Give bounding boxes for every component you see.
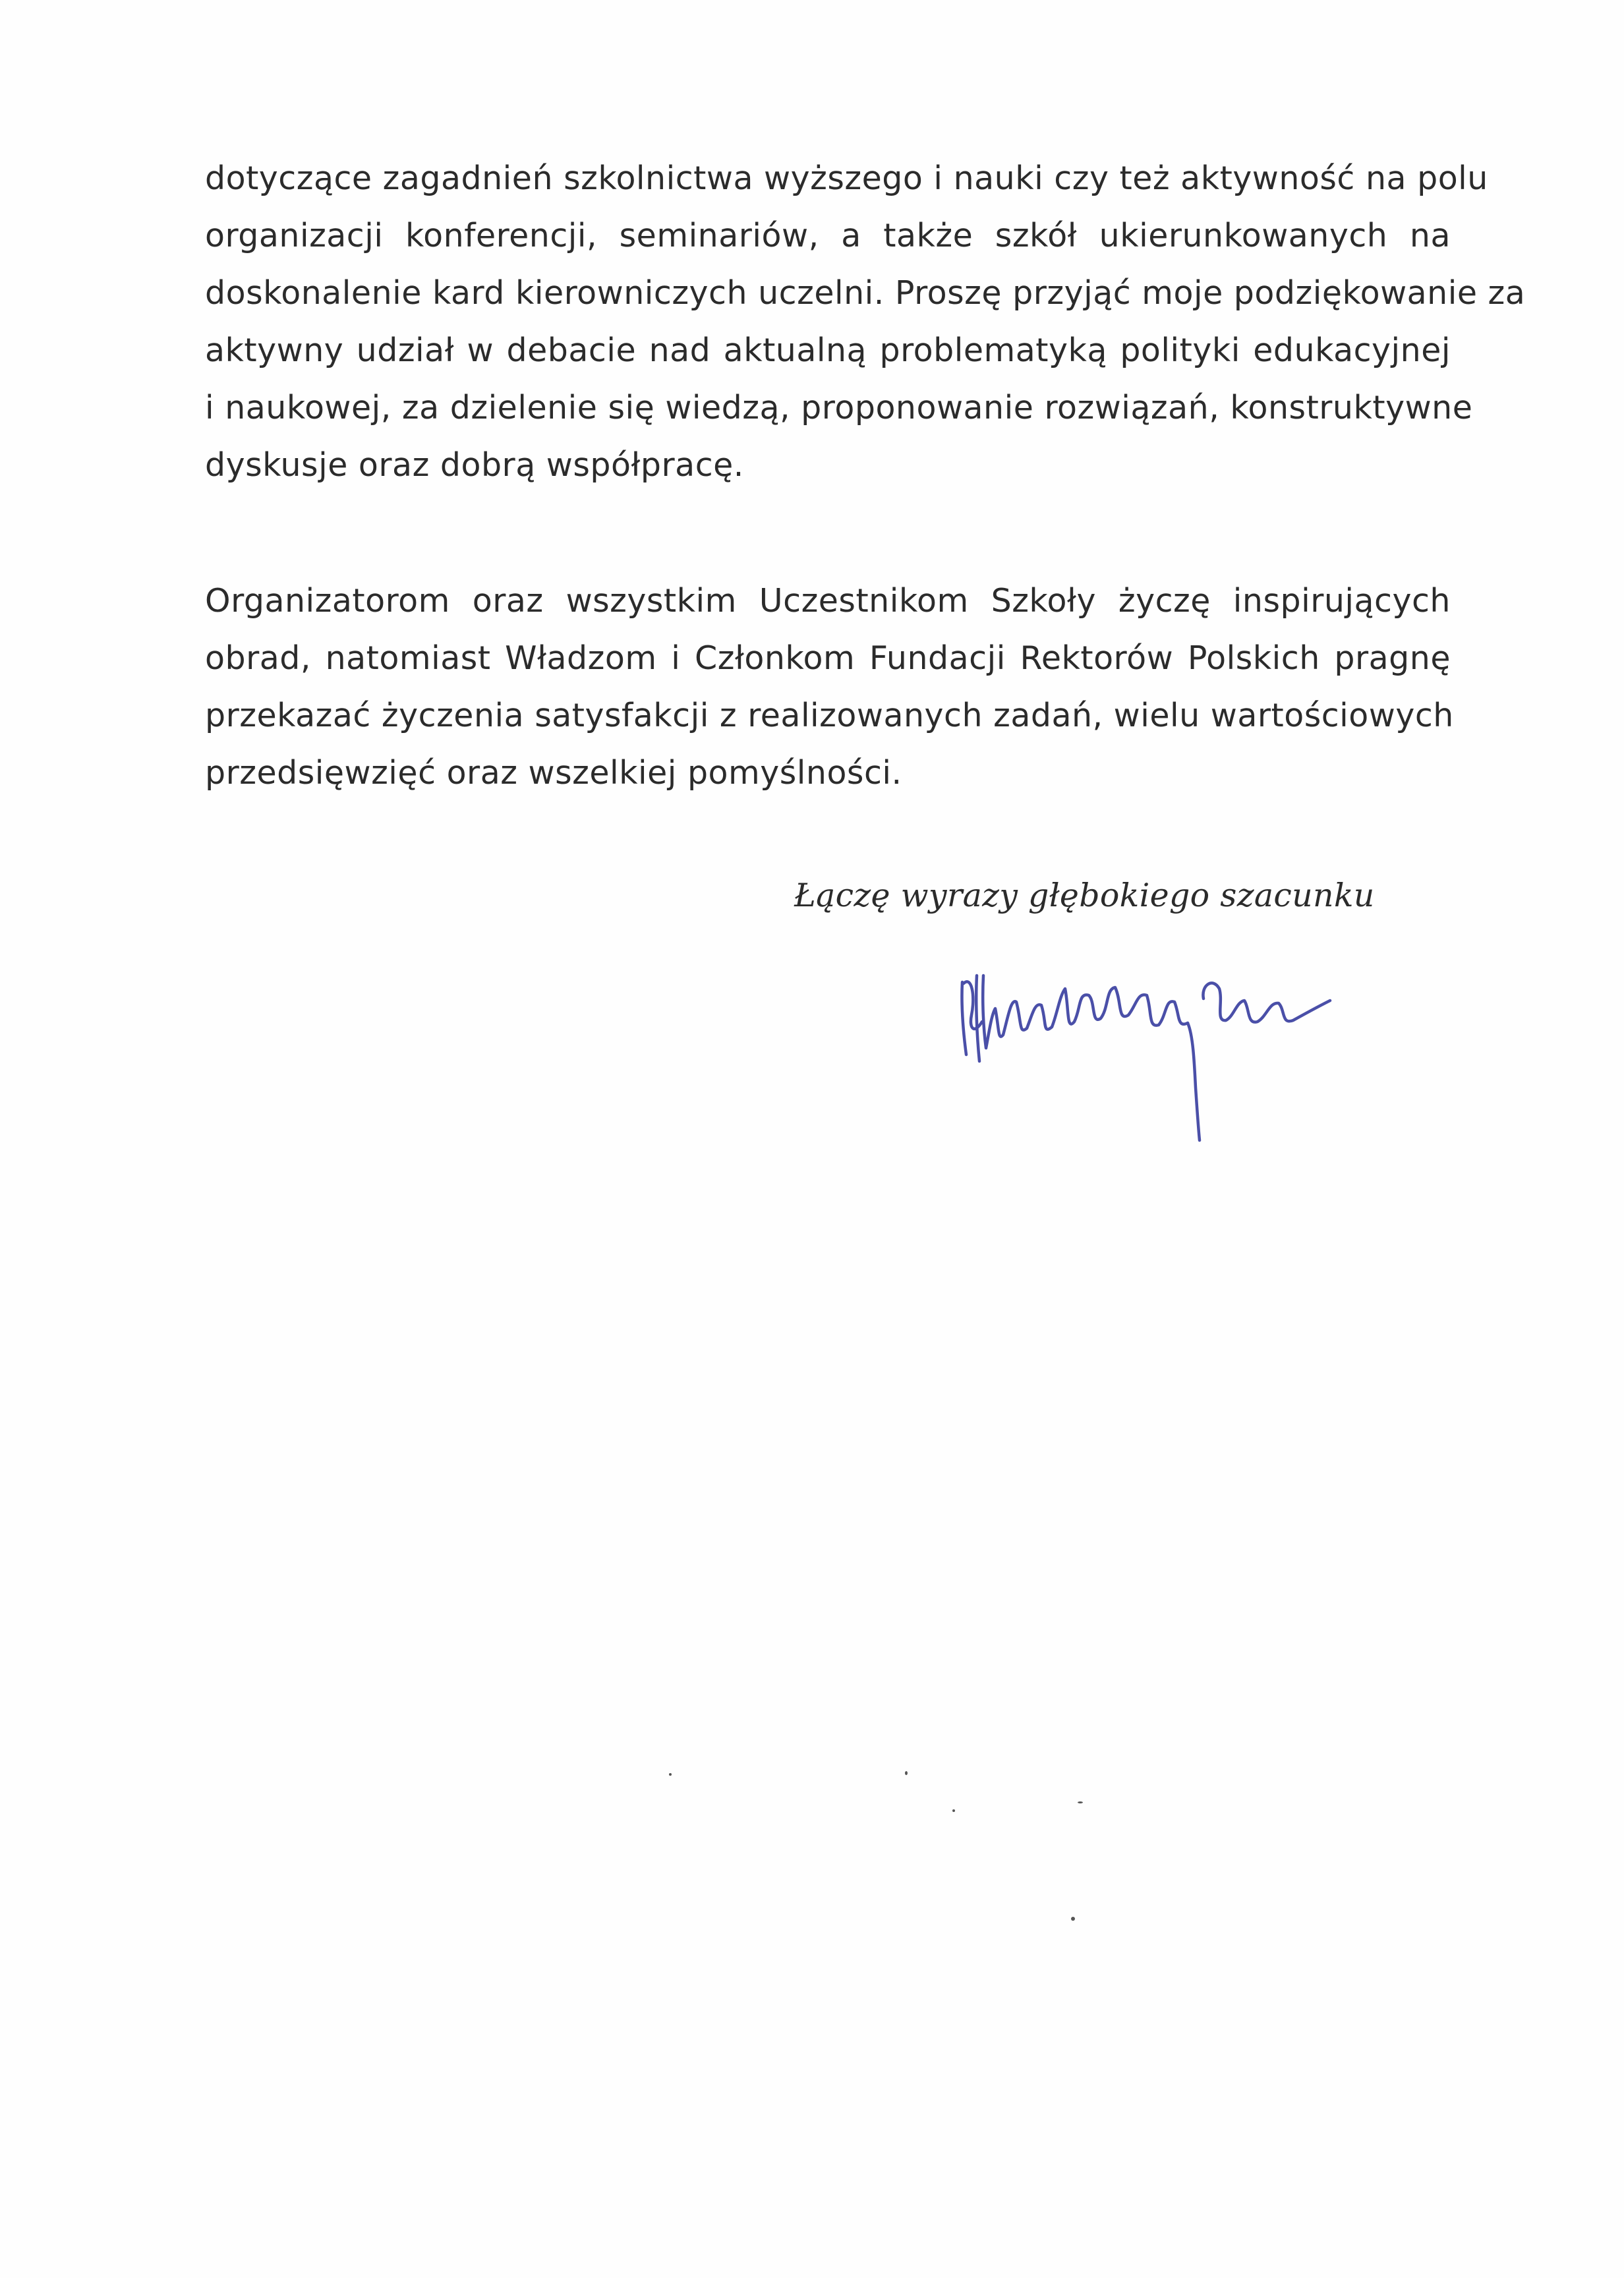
scan-speck <box>1071 1917 1075 1921</box>
paragraph-line: Organizatorom oraz wszystkim Uczestnikom Szkoły życzę inspirujących <box>205 582 1451 620</box>
paragraph-line: aktywny udział w debacie nad aktualną problematyką polityki edukacyjnej <box>205 332 1451 369</box>
closing-salutation: Łączę wyrazy głębokiego szacunku <box>794 877 1375 914</box>
scan-speck <box>952 1809 955 1812</box>
paragraph-line: dotyczące zagadnień szkolnictwa wyższego i nauki czy też aktywność na polu <box>205 160 1488 197</box>
scan-speck <box>669 1773 672 1776</box>
paragraph-line: doskonalenie kard kierowniczych uczelni. Proszę przyjąć moje podziękowanie za <box>205 274 1526 312</box>
paragraph-line: przedsięwzięć oraz wszelkiej pomyślności. <box>205 754 902 792</box>
body-paragraph-1 <box>205 150 1526 494</box>
body-paragraph-2 <box>205 572 1454 802</box>
scan-speck <box>905 1771 908 1775</box>
scan-speck <box>1078 1801 1083 1803</box>
paragraph-line: dyskusje oraz dobrą współpracę. <box>205 446 744 484</box>
paragraph-line: i naukowej, za dzielenie się wiedzą, proponowanie rozwiązań, konstruktywne <box>205 389 1473 426</box>
paragraph-line: obrad, natomiast Władzom i Członkom Fundacji Rektorów Polskich pragnę <box>205 639 1451 677</box>
paragraph-line: organizacji konferencji, seminariów, a także szkół ukierunkowanych na <box>205 217 1451 254</box>
paragraph-line: przekazać życzenia satysfakcji z realizowanych zadań, wielu wartościowych <box>205 697 1454 734</box>
handwritten-signature <box>942 936 1338 1154</box>
